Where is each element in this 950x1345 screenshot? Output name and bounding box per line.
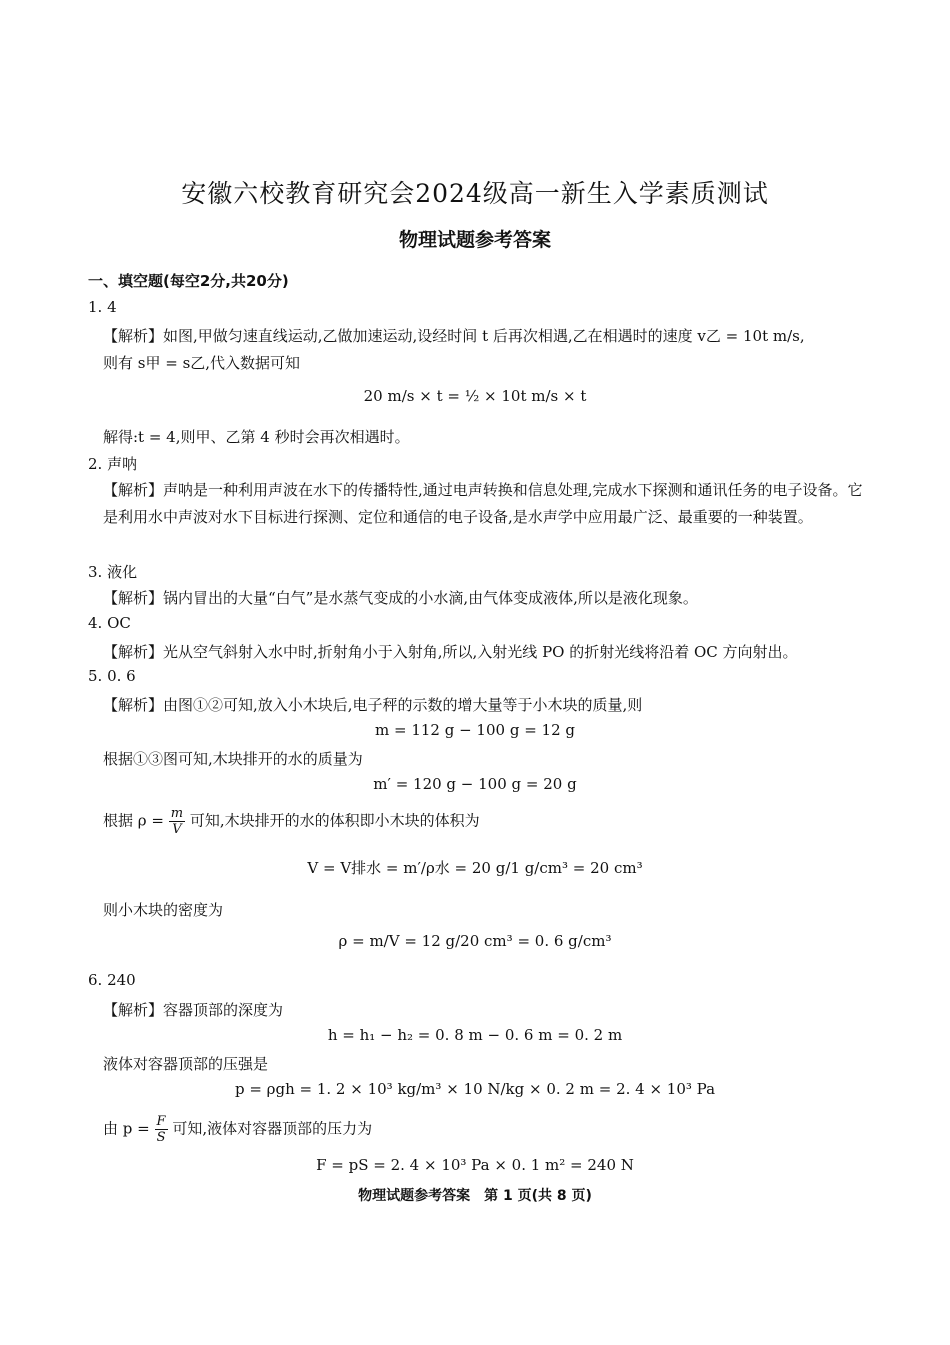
- q5-formula-mass: m = 112 g − 100 g = 12 g: [375, 721, 575, 739]
- q1-answer: 1. 4: [88, 298, 117, 316]
- q5-formula-density: ρ = m/V = 12 g/20 cm³ = 0. 6 g/cm³: [338, 932, 612, 950]
- q5-text-density-suffix: 可知,木块排开的水的体积即小木块的体积为: [189, 811, 480, 830]
- q1-solution: 解得:t = 4,则甲、乙第 4 秒时会再次相遇时。: [103, 428, 410, 446]
- q3-answer: 3. 液化: [88, 563, 138, 581]
- q6-analysis: 【解析】容器顶部的深度为: [103, 1001, 284, 1019]
- q1-analysis-line1: 【解析】如图,甲做匀速直线运动,乙做加速运动,设经时间 t 后再次相遇,乙在相遇时的速度 v乙 = 10t m/s,: [103, 327, 805, 345]
- q6-formula-force: F = pS = 2. 4 × 10³ Pa × 0. 1 m² = 240 N: [316, 1156, 634, 1174]
- q6-formula-depth: h = h₁ − h₂ = 0. 8 m − 0. 6 m = 0. 2 m: [327, 1026, 623, 1044]
- q5-text-displaced: 根据①③图可知,木块排开的水的质量为: [103, 750, 363, 768]
- q2-analysis: 【解析】声呐是一种利用声波在水下的传播特性,通过电声转换和信息处理,完成水下探测和通讯任务的电子设备。它是利用水中声波对水下目标进行探测、定位和通信的电子设备,是水声学中应用最广泛、最重要的一种装置。: [103, 481, 863, 526]
- q5-formula-displaced-mass: m′ = 120 g − 100 g = 20 g: [373, 775, 577, 793]
- q4-answer: 4. OC: [88, 614, 131, 632]
- q6-text-force-suffix: 可知,液体对容器顶部的压力为: [172, 1119, 373, 1138]
- q1-analysis-line2: 则有 s甲 = s乙,代入数据可知: [103, 354, 301, 372]
- pressure-fraction: $\frac{F}{S}$: [156, 1114, 166, 1145]
- page-title: 安徽六校教育研究会2024级高一新生入学素质测试: [181, 179, 769, 208]
- q5-answer: 5. 0. 6: [88, 667, 136, 685]
- q6-formula-pressure: p = ρgh = 1. 2 × 10³ kg/m³ × 10 N/kg × 0. 2 m = 2. 4 × 10³ Pa: [234, 1080, 716, 1098]
- q6-text-force-formula: [103, 1114, 372, 1145]
- q3-analysis: 【解析】锅内冒出的大量“白气”是水蒸气变成的小水滴,由气体变成液体,所以是液化现象。: [103, 589, 698, 607]
- page-footer: 物理试题参考答案 第 1 页(共 8 页): [358, 1188, 592, 1204]
- q5-analysis: 【解析】由图①②可知,放入小木块后,电子秤的示数的增大量等于小木块的质量,则: [103, 696, 643, 714]
- q5-formula-volume: V = V排水 = m′/ρ水 = 20 g/1 g/cm³ = 20 cm³: [307, 859, 643, 877]
- density-fraction: $\frac{m}{V}$: [170, 806, 184, 837]
- q4-analysis: 【解析】光从空气斜射入水中时,折射角小于入射角,所以,入射光线 PO 的折射光线将沿着 OC 方向射出。: [103, 643, 798, 661]
- q2-answer: 2. 声呐: [88, 455, 138, 473]
- q5-text-density: 则小木块的密度为: [103, 901, 224, 919]
- q6-text-force-prefix: 由 p =: [103, 1119, 150, 1138]
- q6-answer: 6. 240: [88, 971, 136, 989]
- page-subtitle: 物理试题参考答案: [398, 229, 551, 251]
- q5-text-density-prefix: 根据 ρ =: [103, 811, 164, 830]
- q6-text-pressure: 液体对容器顶部的压强是: [103, 1055, 269, 1073]
- q5-text-density-formula: [103, 806, 480, 837]
- q1-formula: 20 m/s × t = ½ × 10t m/s × t: [363, 387, 587, 405]
- section-heading: 一、填空题(每空2分,共20分): [88, 272, 289, 290]
